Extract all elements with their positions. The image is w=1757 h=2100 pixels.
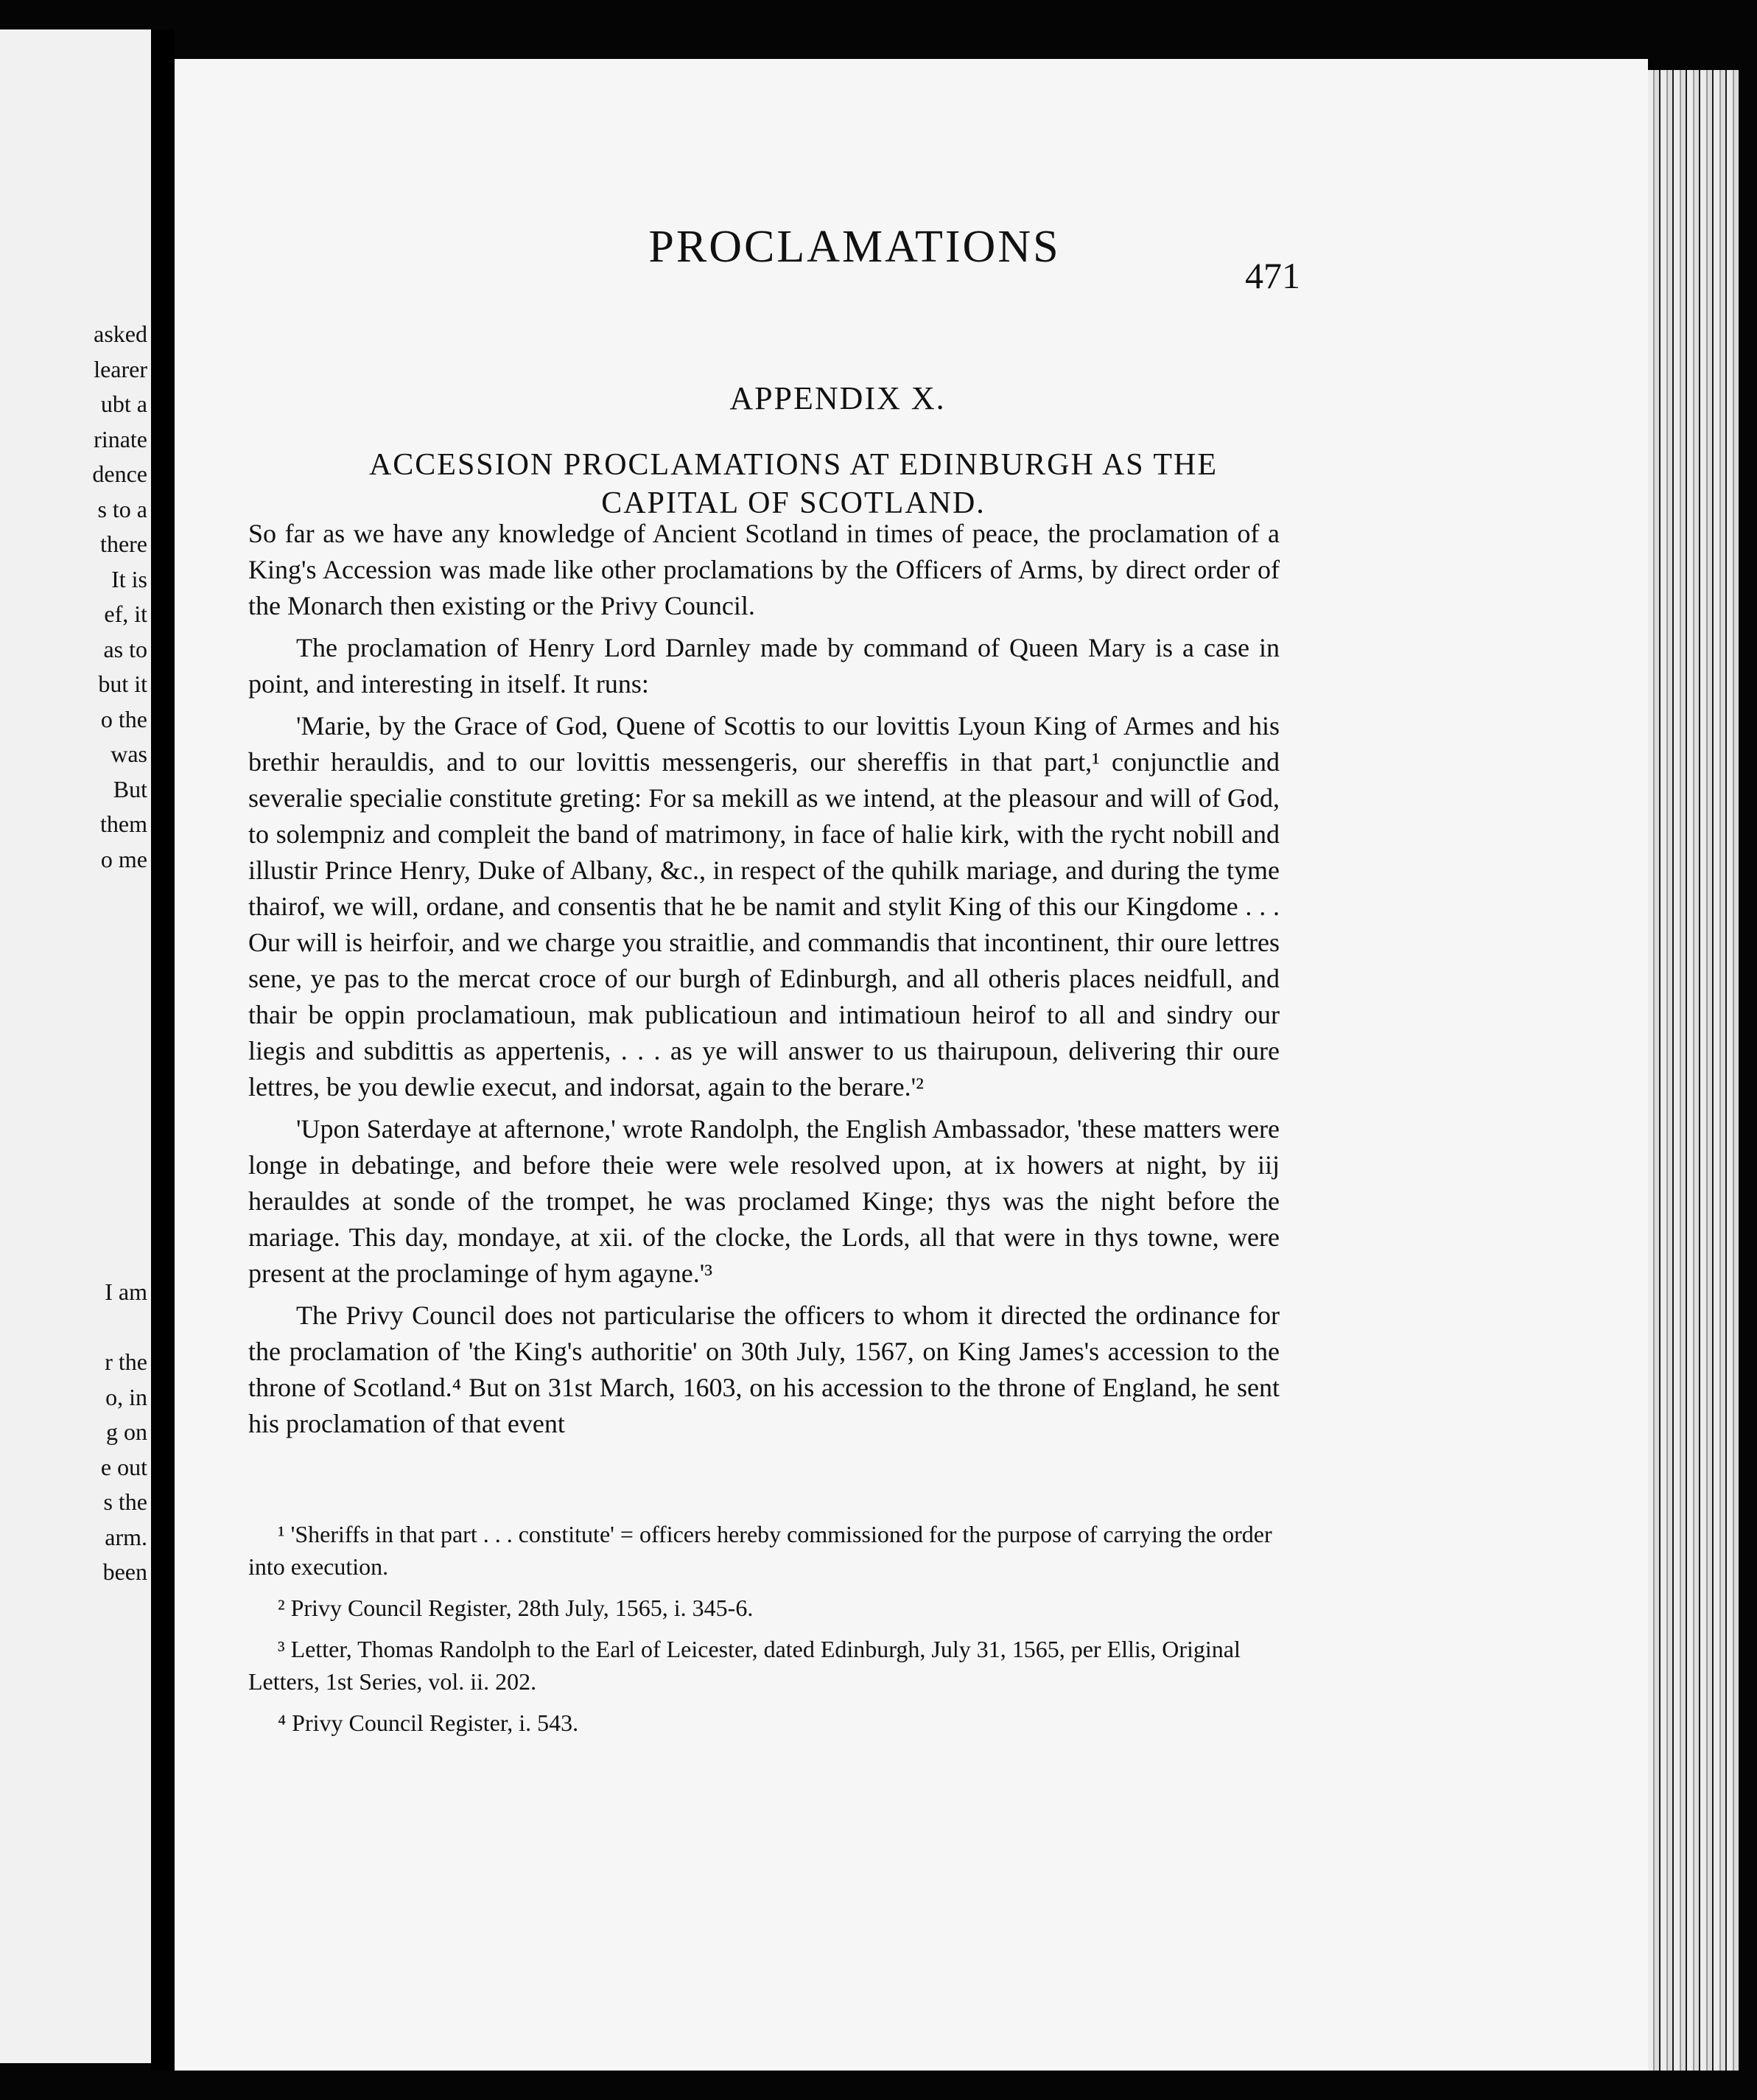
- left-fragment: as to: [103, 635, 147, 662]
- left-fragment: o me: [100, 845, 147, 872]
- footnote: ³ Letter, Thomas Randolph to the Earl of Leicester, dated Edinburgh, July 31, 1565, per Ellis, Original Letters, 1st Series, vol. ii. 202.: [248, 1636, 1241, 1695]
- left-fragment: arm.: [105, 1523, 147, 1550]
- left-fragment: been: [102, 1558, 147, 1585]
- left-fragment: r the: [105, 1348, 147, 1375]
- left-fragment: I am: [105, 1278, 147, 1305]
- left-fragment: o the: [100, 705, 147, 732]
- appendix-heading: APPENDIX X.: [729, 380, 946, 416]
- page-number: 471: [1245, 255, 1300, 296]
- footnote: ² Privy Council Register, 28th July, 1565, i. 345-6.: [278, 1595, 754, 1621]
- left-fragment: asked: [94, 321, 147, 347]
- paragraph: 'Upon Saterdaye at afternone,' wrote Randolph, the English Ambassador, 'these matters were longe in debatinge, and before theie were wele resolved upon, at ix howers at night, by iij herauldes at sonde of the trompet, he was proclamed Kinge; thys was the night before the mariage. This day, mondaye, at xii. of the clocke, the Lords, all that were in thys towne, were present at the proclaminge of hym agayne.'³: [248, 1114, 1280, 1288]
- left-fragment: [0, 1310, 147, 1345]
- left-fragment: there: [100, 531, 147, 557]
- left-fragment: but it: [98, 671, 147, 697]
- footnote: ⁴ Privy Council Register, i. 543.: [278, 1709, 579, 1736]
- left-fragment: them: [100, 811, 147, 837]
- left-page-text-lower: [0, 1275, 147, 1590]
- book-gutter: [151, 29, 175, 2071]
- left-fragment: dence: [92, 461, 147, 487]
- running-title: PROCLAMATIONS: [648, 222, 1061, 272]
- paragraph: 'Marie, by the Grace of God, Quene of Scottis to our lovittis Lyoun King of Armes and his brethir herauldis, and to our lovittis messengeris, our shereffis in that part,¹ conjunctlie and severalie specialie constitute greting: For sa mekill as we intend, at the pleasour and will of God, to solempniz and compleit the band of matrimony, in face of halie kirk, with the rycht nobill and illustir Prince Henry, Duke of Albany, &c., in respect of the quhilk mariage, and during the tyme thairof, we will, ordane, and consentis that he be namit and stylit King of this our Kingdome . . . Our will is heirfoir, and we charge you straitlie, and commandis that incontinent, thir oure lettres sene, ye pas to the mercat croce of our burgh of Edinburgh, and all otheris places neidfull, and thair be oppin proclamatioun, mak publicatioun and intimatioun heirof to all and sindry our liegis and subdittis as appertenis, . . . as ye will answer to us thairupoun, delivering thir oure lettres, be you dewlie execut, and indorsat, again to the berare.'²: [248, 711, 1280, 1102]
- left-fragment: o, in: [105, 1383, 147, 1410]
- left-fragment: was: [111, 741, 147, 767]
- footnotes: [248, 1518, 1280, 1748]
- left-fragment: learer: [94, 355, 147, 382]
- footnote: ¹ 'Sheriffs in that part . . . constitute' = officers hereby commissioned for the purpose of carrying the order into execution.: [248, 1521, 1272, 1580]
- left-fragment: rinate: [94, 425, 147, 452]
- left-fragment: ubt a: [100, 391, 147, 417]
- appendix-subtitle: ACCESSION PROCLAMATIONS AT EDINBURGH AS THE CAPITAL OF SCOTLAND.: [368, 448, 1218, 520]
- left-fragment: But: [113, 775, 147, 802]
- left-page-text-upper: [0, 317, 147, 877]
- left-fragment: s to a: [97, 495, 147, 522]
- left-fragment: ef, it: [104, 601, 147, 627]
- left-fragment: s the: [103, 1488, 147, 1515]
- left-fragment: e out: [100, 1453, 147, 1480]
- left-page: [0, 29, 151, 2063]
- left-fragment: g on: [106, 1418, 147, 1445]
- paragraph: The Privy Council does not particularise the officers to whom it directed the ordinance for the proclamation of 'the King's authoritie' on 30th July, 1567, on King James's accession to the throne of Scotland.⁴ But on 31st March, 1603, on his accession to the throne of England, he sent his proclamation of that event: [248, 1301, 1280, 1438]
- body-text: [248, 516, 1280, 1448]
- paragraph: So far as we have any knowledge of Ancient Scotland in times of peace, the proclamation of a King's Accession was made like other proclamations by the Officers of Arms, by direct order of the Monarch then existing or the Privy Council.: [248, 519, 1280, 620]
- paragraph: The proclamation of Henry Lord Darnley made by command of Queen Mary is a case in point, and interesting in itself. It runs:: [248, 633, 1280, 699]
- left-fragment: It is: [111, 565, 147, 592]
